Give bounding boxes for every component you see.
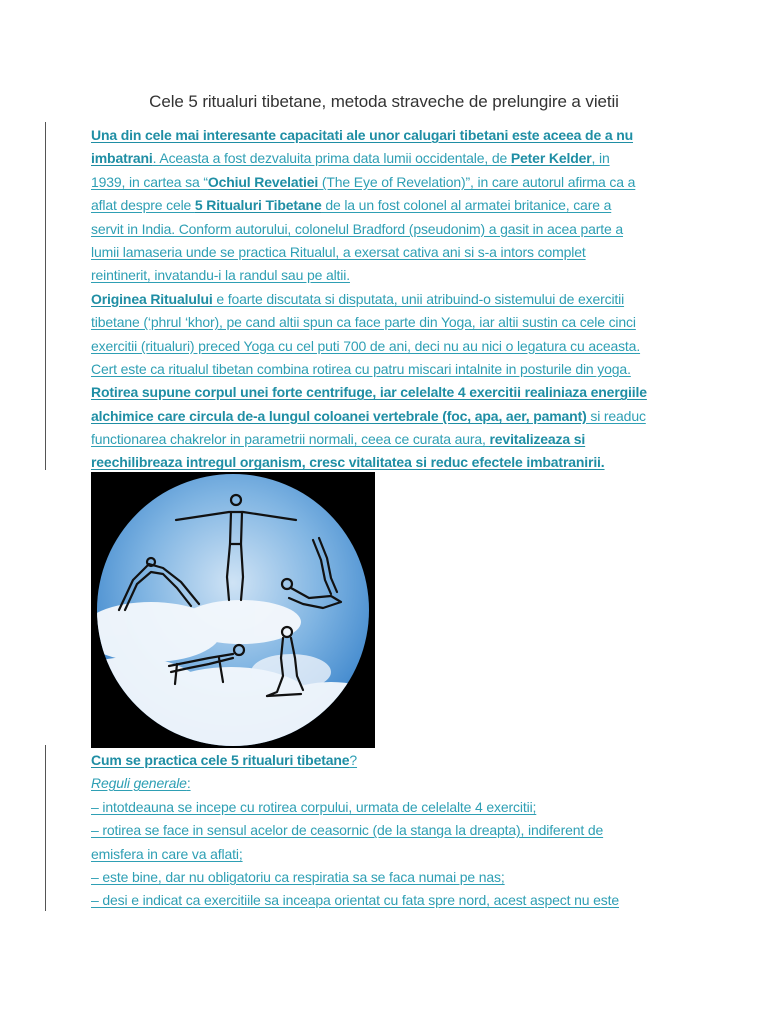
link-text[interactable]: reintinerit, invatandu-i la randul sau pe altii. [91,267,350,284]
text-line [91,405,691,428]
section-heading [91,749,691,772]
text-line [91,264,691,287]
list-item [91,866,691,889]
text-line [91,194,691,217]
list-item [91,819,691,842]
link-text[interactable]: Una din cele mai interesante capacitati ale unor calugari tibetani este aceea de a nu [91,127,634,143]
text-line [91,241,691,264]
practice-section[interactable] [91,749,691,913]
five-rites-figures-image [91,472,375,748]
link-text[interactable]: Cum se practica cele 5 ritualuri tibetane [91,752,350,768]
five-rites-illustration [91,472,375,748]
link-text[interactable]: 5 Ritualuri Tibetane [194,197,322,214]
text-line [91,381,691,404]
link-text[interactable]: – intotdeauna se incepe cu rotirea corpului, urmata de celelalte 4 exercitii; [91,798,537,815]
link-text[interactable]: aflat despre cele [91,197,195,214]
text-line [91,147,691,170]
text-line [91,335,691,358]
link-text[interactable]: Rotirea supune corpul unei forte centrifuge, iar celelalte 4 exercitii realiniaza energiile [91,384,647,401]
link-text[interactable]: revitalizeaza si [489,431,586,448]
link-text[interactable]: functionarea chakrelor in parametrii normali, ceea ce curata aura, [91,431,490,448]
text-line [91,124,691,147]
link-text[interactable]: – desi e indicat ca exercitiile sa inceapa orientat cu fata spre nord, acest aspect nu este [91,892,619,909]
link-text[interactable]: Originea Ritualului [91,290,213,307]
link-text[interactable]: alchimice care circula de-a lungul coloanei vertebrale (foc, apa, aer, pamant) [91,407,587,424]
change-bar [45,745,46,911]
text-line [91,218,691,241]
text-line [91,358,691,381]
link-text[interactable]: Peter Kelder [510,150,592,167]
page-title: Cele 5 ritualuri tibetane, metoda straveche de prelungire a vietii [149,92,619,111]
link-text[interactable]: (The Eye of Revelation)”, in care autorul afirma ca a [318,173,636,190]
list-item [91,796,691,819]
link-text[interactable]: si readuc [586,407,646,424]
link-text[interactable]: de la un fost colonel al armatei britanice, care a [321,197,612,214]
link-text[interactable]: 1939, in cartea sa “ [91,173,208,190]
subheading [91,772,691,795]
link-text[interactable]: tibetane (‘phrul ‘khor), pe cand altii spun ca face parte din Yoga, iar altii sustin ca cele cinci [91,314,636,331]
link-text[interactable]: lumii lamaseria unde se practica Ritualul, a exersat cativa ani si s-a intors complet [91,243,586,260]
text-line [91,311,691,334]
intro-paragraph[interactable] [91,124,691,475]
link-text[interactable]: ? [349,752,358,768]
link-text[interactable]: servit in India. Conform autorului, colonelul Bradford (pseudonim) a gasit in acea parte a [91,220,624,237]
text-line [91,428,691,451]
text-line [91,171,691,194]
link-text[interactable]: Ochiul Revelatiei [207,173,319,190]
link-text[interactable]: : [186,775,191,792]
link-text[interactable]: . Aceasta a fost dezvaluita prima data lumii occidentale, de [152,150,511,167]
link-text[interactable]: – este bine, dar nu obligatoriu ca respiratia sa se faca numai pe nas; [91,868,505,885]
link-text[interactable]: Reguli generale [91,775,187,792]
link-text[interactable]: exercitii (ritualuri) preced Yoga cu cel puti 700 de ani, deci nu au nici o legatura cu aceasta. [91,337,641,354]
link-text[interactable]: – rotirea se face in sensul acelor de ceasornic (de la stanga la dreapta), indiferent de [91,822,604,839]
link-text[interactable]: emisfera in care va aflati; [91,845,243,862]
link-text[interactable]: e foarte discutata si disputata, unii atribuind-o sistemului de exercitii [212,290,625,307]
link-text[interactable]: Cert este ca ritualul tibetan combina rotirea cu patru miscari intalnite in posturile din yoga. [91,360,631,377]
list-item [91,889,691,912]
link-text[interactable]: , in [591,150,610,167]
link-text[interactable]: imbatrani [91,150,153,167]
text-line [91,288,691,311]
link-text[interactable]: reechilibreaza intregul organism, cresc vitalitatea si reduc efectele imbatranirii. [91,454,605,471]
change-bar [45,122,46,470]
list-item [91,843,691,866]
